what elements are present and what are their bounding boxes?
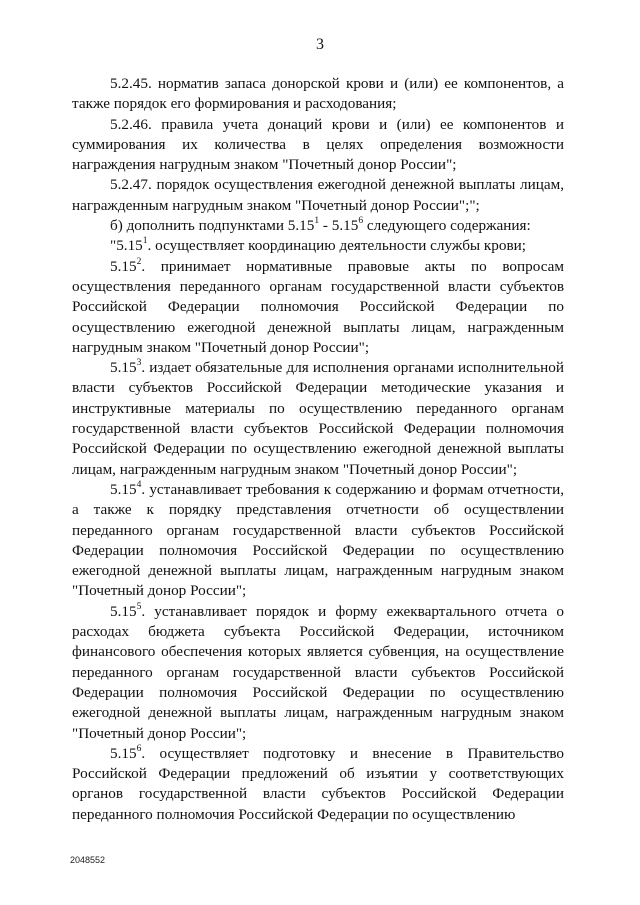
paragraph-text: . осуществляет координацию деятельности службы крови; <box>147 237 527 255</box>
superscript: 1 <box>142 236 148 247</box>
superscript: 6 <box>136 743 142 754</box>
paragraph-5-15-4 <box>72 480 564 602</box>
paragraph-5-2-45: 5.2.45. норматив запаса донорской крови и (или) ее компонентов, а также порядок его формирования и расходования; <box>72 75 564 113</box>
paragraph-text: . устанавливает требования к содержанию и формам отчетности, а также к порядку представления отчетности об осуществлении переданного органам государственной власти субъектов Российской Федерации полномочия Российской Федерации по осуществлению ежегодной денежной выплаты лицам, награжденным нагрудным знаком "Почетный донор России"; <box>72 480 564 600</box>
paragraph-number: 5.15 <box>110 480 137 498</box>
paragraph-text: . издает обязательные для исполнения органами исполнительной власти субъектов Российской Федерации методические указания и инструктивные материалы по осуществлению переданного органам государственной власти субъектов Российской Федерации полномочия Российской Федерации по осуществлению ежегодной денежной выплаты лицам, награжденным нагрудным знаком "Почетный донор России"; <box>72 359 564 478</box>
superscript: 1 <box>314 216 320 227</box>
paragraph-5-2-46: 5.2.46. правила учета донаций крови и (или) ее компонентов и суммирования их количества в целях определения возможности награждения нагрудным знаком "Почетный донор России"; <box>72 115 564 174</box>
superscript: 3 <box>136 358 142 369</box>
paragraph-number: 5.15 <box>110 602 137 620</box>
paragraph-text: следующего содержания: <box>363 217 531 235</box>
document-code: 2048552 <box>70 855 106 865</box>
paragraph-text: - 5.15 <box>319 217 359 235</box>
superscript: 6 <box>358 216 364 227</box>
document-body <box>72 74 564 825</box>
superscript: 2 <box>136 256 142 267</box>
paragraph-5-15-5 <box>72 602 564 744</box>
superscript: 5 <box>136 601 142 612</box>
paragraph-number: 5.15 <box>110 744 137 762</box>
paragraph-5-15-6 <box>72 744 564 825</box>
paragraph-5-2-47: 5.2.47. порядок осуществления ежегодной денежной выплаты лицам, награжденным нагрудным знаком "Почетный донор России";"; <box>72 176 564 214</box>
paragraph-text: . устанавливает порядок и форму ежеквартального отчета о расходах бюджета субъекта Российской Федерации, источником финансового обеспечения которых является субвенция, на осуществление переданного органам государственной власти субъектов Российской Федерации полномочия Российской Федерации по осуществлению ежегодной денежной выплаты лицам, награжденным нагрудным знаком "Почетный донор России"; <box>72 602 564 742</box>
paragraph-add-subitems <box>72 216 564 236</box>
paragraph-5-15-3 <box>72 358 564 480</box>
paragraph-5-15-1 <box>72 236 564 256</box>
superscript: 4 <box>136 479 142 490</box>
paragraph-number: "5.15 <box>110 237 143 255</box>
paragraph-number: 5.15 <box>110 257 137 275</box>
paragraph-text: б) дополнить подпунктами 5.15 <box>110 217 315 235</box>
paragraph-5-15-2 <box>72 257 564 358</box>
page-number: 3 <box>316 36 324 53</box>
paragraph-number: 5.15 <box>110 359 137 377</box>
paragraph-text: . осуществляет подготовку и внесение в Правительство Российской Федерации предложений об изъятии у соответствующих органов государственной власти субъектов Российской Федерации переданного полномочия Российской Федерации по осуществлению <box>72 744 564 823</box>
paragraph-text: . принимает нормативные правовые акты по вопросам осуществления переданного органам государственной власти субъектов Российской Федерации полномочия Российской Федерации по осуществлению ежегодной денежной выплаты лицам, награжденным нагрудным знаком "Почетный донор России"; <box>72 257 564 356</box>
